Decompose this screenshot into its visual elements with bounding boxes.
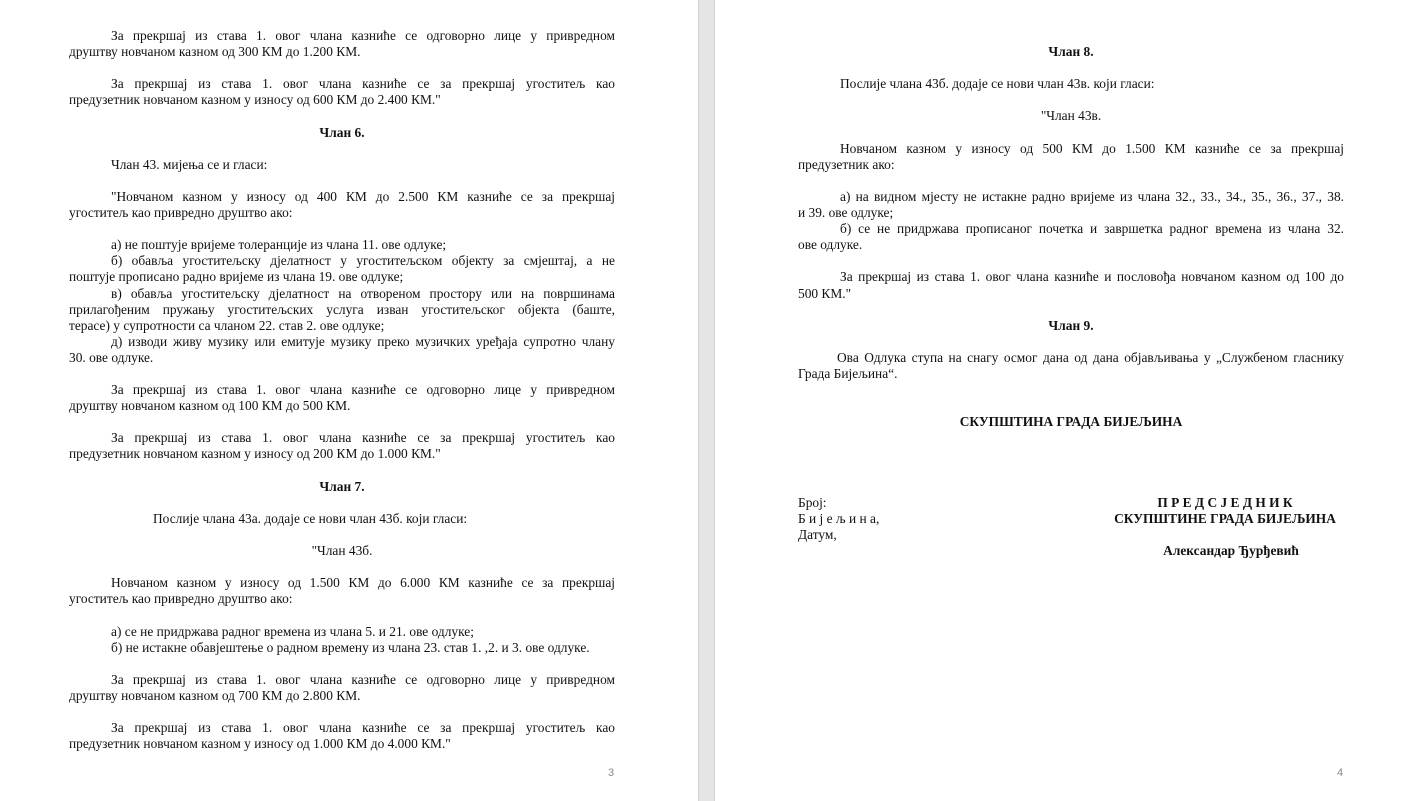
date-label: Датум, xyxy=(798,527,837,542)
list-item: поштује прописано радно вријеме из члана 19. ове одлуке; xyxy=(69,269,404,284)
paragraph-line: предузетник ако: xyxy=(798,157,895,172)
list-item: и 39. ове одлуке; xyxy=(798,205,894,220)
page-4 xyxy=(715,0,1425,801)
paragraph-line: угоститељ као привредно друштво ако: xyxy=(69,591,293,606)
paragraph-line: "Новчаном казном у износу од 400 КМ до 2.500 КМ казниће се за прекршај xyxy=(111,189,615,204)
article-heading: Члан 8. xyxy=(1048,44,1094,59)
article-heading: Члан 6. xyxy=(319,125,365,140)
paragraph-line: друштву новчаном казном од 700 КМ до 2.800 КМ. xyxy=(69,688,361,703)
paragraph-line: За прекршај из става 1. овог члана казниће се одговорно лице у привредном xyxy=(111,28,615,43)
list-item: б) обавља угоститељску дјелатност у угоститељском објекту за смјештај, а не xyxy=(111,253,615,268)
paragraph-line: Ова Одлука ступа на снагу осмог дана од дана објављивања у „Службеном гласнику xyxy=(837,350,1344,365)
paragraph-line: Новчаном казном у износу од 500 КМ до 1.500 КМ казниће се за прекршај xyxy=(840,141,1344,156)
paragraph-line: Новчаном казном у износу од 1.500 КМ до 6.000 КМ казниће се за прекршај xyxy=(111,575,615,590)
signatory-name: Александар Ђурђевић xyxy=(1163,543,1299,558)
paragraph-line: 500 КМ." xyxy=(798,286,852,301)
list-item: прилагођеним пружању угоститељских услуга изван угоститељског објекта (баште, xyxy=(69,302,615,317)
number-label: Број: xyxy=(798,495,827,510)
paragraph-line: предузетник новчаном казном у износу од 200 КМ до 1.000 КМ." xyxy=(69,446,441,461)
list-item: б) се не придржава прописаног почетка и завршетка радног времена из члана 32. xyxy=(840,221,1344,236)
page-gutter xyxy=(698,0,715,801)
article-heading: Члан 7. xyxy=(319,479,365,494)
paragraph-line: За прекршај из става 1. овог члана казниће се одговорно лице у привредном xyxy=(111,382,615,397)
paragraph-line: За прекршај из става 1. овог члана казниће се за прекршај угоститељ као xyxy=(111,720,615,735)
list-item: а) не поштује вријеме толеранције из члана 11. ове одлуке; xyxy=(111,237,447,252)
paragraph-line: За прекршај из става 1. овог члана казниће се за прекршај угоститељ као xyxy=(111,430,615,445)
page-number: 4 xyxy=(1337,767,1344,779)
page-3 xyxy=(0,0,698,801)
paragraph-line: Послије члана 43б. додаје се нови члан 43в. који гласи: xyxy=(840,76,1155,91)
president-subtitle: СКУПШТИНЕ ГРАДА БИЈЕЉИНА xyxy=(1114,511,1336,526)
list-item: 30. ове одлуке. xyxy=(69,350,154,365)
list-item: терасе) у супротности са чланом 22. став 2. ове одлуке; xyxy=(69,318,385,333)
paragraph-line: друштву новчаном казном од 300 КМ до 1.200 КМ. xyxy=(69,44,361,59)
paragraph-line: Члан 43. мијења се и гласи: xyxy=(111,157,268,172)
paragraph-line: Послије члана 43а. додаје се нови члан 43б. који гласи: xyxy=(153,511,468,526)
list-item: д) изводи живу музику или емитује музику преко музичких уређаја супротно члану xyxy=(111,334,615,349)
article-heading: Члан 9. xyxy=(1048,318,1094,333)
paragraph-line: предузетник новчаном казном у износу од 1.000 КМ до 4.000 КМ." xyxy=(69,736,451,751)
paragraph-line: За прекршај из става 1. овог члана казниће се одговорно лице у привредном xyxy=(111,672,615,687)
quoted-article-heading: "Члан 43в. xyxy=(1040,108,1102,123)
president-title: П Р Е Д С Ј Е Д Н И К xyxy=(1157,495,1293,510)
paragraph-line: За прекршај из става 1. овог члана казниће и пословођа новчаном казном од 100 до xyxy=(840,269,1344,284)
quoted-article-heading: "Члан 43б. xyxy=(311,543,373,558)
page-number: 3 xyxy=(608,767,615,779)
paragraph-line: друштву новчаном казном од 100 КМ до 500 КМ. xyxy=(69,398,351,413)
place-label: Б и ј е љ и н а, xyxy=(798,511,880,526)
assembly-title: СКУПШТИНА ГРАДА БИЈЕЉИНА xyxy=(959,414,1183,429)
paragraph-line: угоститељ као привредно друштво ако: xyxy=(69,205,293,220)
list-item: ове одлуке. xyxy=(798,237,863,252)
list-item: а) на видном мјесту не истакне радно вријеме из члана 32., 33., 34., 35., 36., 37., 38. xyxy=(840,189,1344,204)
paragraph-line: Града Бијељина“. xyxy=(798,366,898,381)
list-item: а) се не придржава радног времена из члана 5. и 21. ове одлуке; xyxy=(111,624,474,639)
list-item: б) не истакне обавјештење о радном времену из члана 23. став 1. ,2. и 3. ове одлуке. xyxy=(111,640,590,655)
list-item: в) обавља угоститељску дјелатност на отвореном простору или на површинама xyxy=(111,286,615,301)
paragraph-line: предузетник новчаном казном у износу од 600 КМ до 2.400 КМ." xyxy=(69,92,441,107)
paragraph-line: За прекршај из става 1. овог члана казниће се за прекршај угоститељ као xyxy=(111,76,615,91)
